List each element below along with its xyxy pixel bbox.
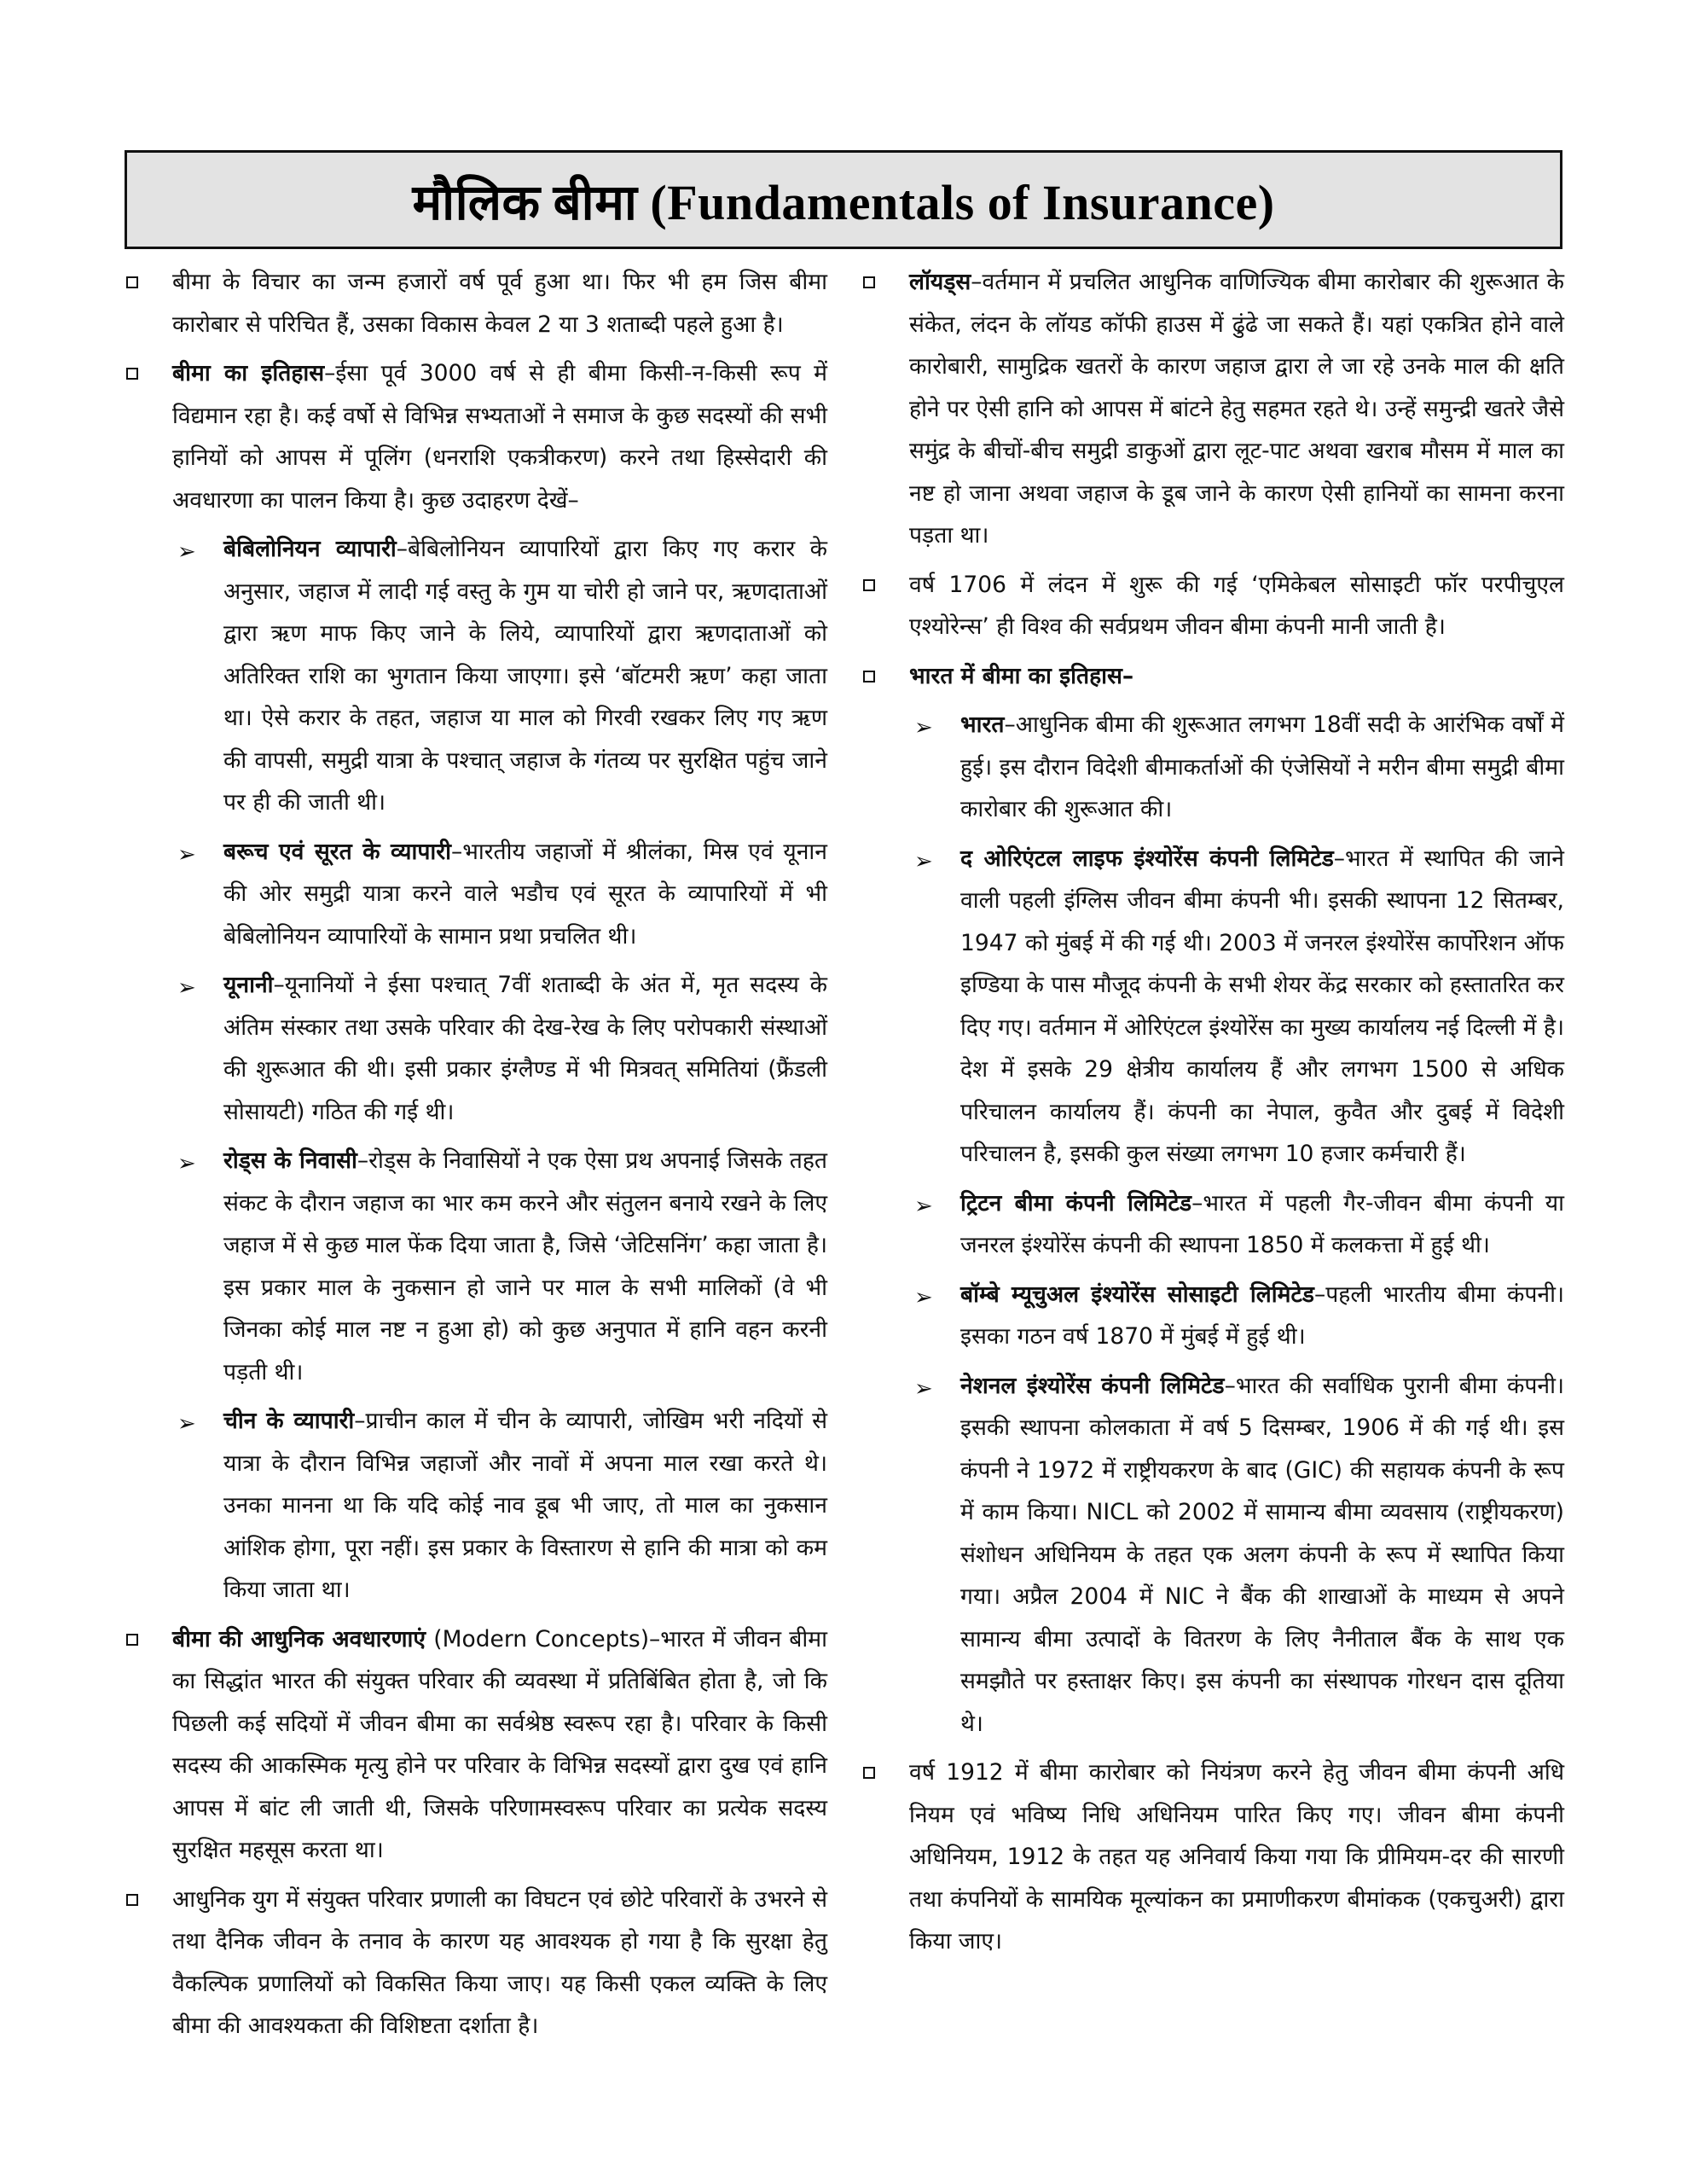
paragraph-heading: बीमा का इतिहास bbox=[172, 360, 325, 386]
paragraph-heading: लॉयड्स bbox=[909, 269, 971, 295]
list-item bbox=[858, 1751, 1564, 1963]
paragraph-heading: यूनानी bbox=[223, 972, 274, 998]
sub-list-item bbox=[121, 528, 827, 824]
arrow-bullet-icon: ➢ bbox=[914, 1284, 933, 1310]
paragraph-text bbox=[960, 1274, 1564, 1358]
sub-list-item bbox=[121, 964, 827, 1133]
paragraph-body: –भारत में पहली गैर-जीवन बीमा कंपनी या जनरल इंश्योरेंस कंपनी की स्थापना 1850 में कलकत्ता में हुई थी। bbox=[960, 1189, 1565, 1258]
paragraph-body: वर्ष 1706 में लंदन में शुरू की गई ‘एमिकेबल सोसाइटी फॉर परपीचुएल एश्योरेन्स’ ही विश्व की सर्वप्रथम जीवन बीमा कंपनी मानी जाती है। bbox=[909, 571, 1564, 640]
square-bullet-icon bbox=[863, 1767, 875, 1779]
paragraph-body: –बेबिलोनियन व्यापारियों द्वारा किए गए करार के अनुसार, जहाज में लादी गई वस्तु के गुम या चोरी हो जाने पर, ऋणदाताओं द्वारा ऋण माफ किए जाने के लिये, व्यापारियों द्वारा ऋणदाताओं को अतिरिक्त राशि का भुगतान किया जाएगा। इसे ‘बॉटमरी ऋण’ कहा जाता था। ऐसे करार के तहत, जहाज या माल को गिरवी रखकर लिए गए ऋण की वापसी, समुद्री यात्रा के पश्चात् जहाज के गंतव्य पर सुरक्षित पहुंच जाने पर ही की जाती थी। bbox=[223, 536, 827, 816]
list-item bbox=[858, 655, 1564, 698]
left-column bbox=[121, 261, 827, 2054]
square-bullet-icon bbox=[863, 276, 875, 288]
sub-list-item bbox=[858, 1182, 1564, 1267]
sub-list-item bbox=[858, 838, 1564, 1176]
sub-list-item bbox=[121, 1140, 827, 1393]
paragraph-heading: बेबिलोनियन व्यापारी bbox=[223, 536, 397, 562]
list-item bbox=[858, 564, 1564, 648]
paragraph-body: आधुनिक युग में संयुक्त परिवार प्रणाली का विघटन एवं छोटे परिवारों के उभरने से तथा दैनिक जीवन के तनाव के कारण यह आवश्यक हो गया है कि सुरक्षा हेतु वैकल्पिक प्रणालियों को विकसित किया जाए। यह किसी एकल व्यक्ति के लिए बीमा की आवश्यकता की विशिष्टता दर्शाता है। bbox=[172, 1885, 827, 2039]
arrow-bullet-icon: ➢ bbox=[914, 715, 933, 741]
arrow-bullet-icon: ➢ bbox=[177, 841, 196, 868]
paragraph-heading: भारत bbox=[960, 712, 1005, 738]
paragraph-heading: भारत में बीमा का इतिहास– bbox=[909, 662, 1134, 689]
sub-list-item bbox=[858, 704, 1564, 831]
paragraph-text bbox=[909, 1751, 1564, 1963]
paragraph-heading: चीन के व्यापारी bbox=[223, 1408, 355, 1434]
arrow-bullet-icon: ➢ bbox=[177, 975, 196, 1001]
sub-list-item bbox=[858, 1274, 1564, 1358]
paragraph-body: –भारत की सर्वाधिक पुरानी बीमा कंपनी। इसकी स्थापना कोलकाता में वर्ष 5 दिसम्बर, 1906 में की गई थी। इस कंपनी ने 1972 में राष्ट्रीयकरण के बाद (GIC) की सहायक कंपनी के रूप में काम किया। NICL को 2002 में सामान्य बीमा व्यवसाय (राष्ट्रीयकरण) संशोधन अधिनियम के तहत एक अलग कंपनी के रूप में स्थापित किया गया। अप्रैल 2004 में NIC ने बैंक की शाखाओं के माध्यम से अपने सामान्य बीमा उत्पादों के वितरण के लिए नैनीताल बैंक के साथ एक समझौते पर हस्ताक्षर किए। इस कंपनी का संस्थापक गोरधन दास दूतिया थे। bbox=[960, 1372, 1565, 1737]
paragraph-body: –प्राचीन काल में चीन के व्यापारी, जोखिम भरी नदियों से यात्रा के दौरान विभिन्न जहाजों और नावों में अपना माल रखा करते थे। उनका मानना था कि यदि कोई नाव डूब भी जाए, तो माल का नुकसान आंशिक होगा, पूरा नहीं। इस प्रकार के विस्तारण से हानि की मात्रा को कम किया जाता था। bbox=[223, 1408, 827, 1603]
paragraph-text bbox=[909, 564, 1564, 648]
list-item bbox=[121, 1879, 827, 2048]
paragraph-text bbox=[960, 1365, 1564, 1745]
arrow-bullet-icon: ➢ bbox=[914, 848, 933, 874]
paragraph-text bbox=[172, 1618, 827, 1872]
paragraph-body: (Modern Concepts)–भारत में जीवन बीमा का सिद्धांत भारत की संयुक्त परिवार की व्यवस्था में प्रतिबिंबित होता है, जो कि पिछली कई सदियों में जीवन बीमा का सर्वश्रेष्ठ स्वरूप रहा है। परिवार के किसी सदस्य की आकस्मिक मृत्यु होने पर परिवार के विभिन्न सदस्यों द्वारा दुख एवं हानि आपस में बांट ली जाती थी, जिसके परिणामस्वरूप परिवार का प्रत्येक सदस्य सुरक्षित महसूस करता था। bbox=[172, 1625, 828, 1863]
title-banner bbox=[125, 150, 1562, 249]
sub-list-item bbox=[121, 831, 827, 958]
sub-list-item bbox=[121, 1400, 827, 1612]
arrow-bullet-icon: ➢ bbox=[177, 1151, 196, 1176]
list-item bbox=[858, 261, 1564, 557]
list-item bbox=[121, 352, 827, 521]
paragraph-body: –भारतीय जहाजों में श्रीलंका, मिस्र एवं यूनान की ओर समुद्री यात्रा करने वाले भडौच एवं सूरत के व्यापारियों में भी बेबिलोनियन व्यापारियों के सामान प्रथा प्रचलित थी। bbox=[223, 838, 828, 950]
paragraph-heading: नेशनल इंश्योरेंस कंपनी लिमिटेड bbox=[960, 1372, 1225, 1399]
arrow-bullet-icon: ➢ bbox=[914, 1193, 933, 1219]
arrow-bullet-icon: ➢ bbox=[914, 1375, 933, 1402]
square-bullet-icon bbox=[126, 1894, 138, 1906]
arrow-bullet-icon: ➢ bbox=[177, 1411, 196, 1437]
paragraph-body: –भारत में स्थापित की जाने वाली पहली इंग्लिस जीवन बीमा कंपनी भी। इसकी स्थापना 12 सितम्बर, 1947 को मुंबई में की गई थी। 2003 में जनरल इंश्योरेंस कार्पोरेशन ऑफ इण्डिया के पास मौजूद कंपनी के सभी शेयर केंद्र सरकार को हस्तातरित कर दिए गए। वर्तमान में ओरिएंटल इंश्योरेंस का मुख्य कार्यालय नई दिल्ली में है। देश में इसके 29 क्षेत्रीय कार्यालय हैं और लगभग 1500 से अधिक परिचालन कार्यालय हैं। कंपनी का नेपाल, कुवैत और दुबई में विदेशी परिचालन है, इसकी कुल संख्या लगभग 10 हजार कर्मचारी हैं। bbox=[960, 845, 1564, 1167]
paragraph-text bbox=[172, 352, 827, 521]
paragraph-text bbox=[960, 1182, 1564, 1267]
paragraph-text bbox=[223, 1400, 827, 1612]
paragraph-body: –ईसा पूर्व 3000 वर्ष से ही बीमा किसी-न-किसी रूप में विद्यमान रहा है। कई वर्षो से विभिन्न सभ्यताओं ने समाज के कुछ सदस्यों की सभी हानियों को आपस में पूलिंग (धनराशि एकत्रीकरण) करने तथा हिस्सेदारी की अवधारणा का पालन किया है। कुछ उदाहरण देखें– bbox=[172, 360, 827, 514]
square-bullet-icon bbox=[126, 368, 138, 380]
paragraph-heading: बॉम्बे म्यूचुअल इंश्योरेंस सोसाइटी लिमिटेड bbox=[960, 1281, 1314, 1308]
paragraph-heading: रोड्स के निवासी bbox=[223, 1147, 357, 1174]
paragraph-body: –आधुनिक बीमा की शुरूआत लगभग 18वीं सदी के आरंभिक वर्षों में हुई। इस दौरान विदेशी बीमाकर्ताओं की एंजेसियों ने मरीन बीमा समुद्री बीमा कारोबार की शुरूआत की। bbox=[960, 712, 1564, 822]
paragraph-text bbox=[909, 261, 1564, 557]
arrow-bullet-icon: ➢ bbox=[177, 539, 196, 565]
page-title: मौलिक बीमा (Fundamentals of Insurance) bbox=[412, 174, 1275, 230]
paragraph-text bbox=[909, 655, 1564, 698]
paragraph-body: वर्ष 1912 में बीमा कारोबार को नियंत्रण करने हेतु जीवन बीमा कंपनी अधि नियम एवं भविष्य निधि अधिनियम पारित किए गए। जीवन बीमा कंपनी अधिनियम, 1912 के तहत यह अनिवार्य किया गया कि प्रीमियम-दर की सारणी तथा कंपनियों के सामयिक मूल्यांकन का प्रमाणीकरण बीमांकक (एकचुअरी) द्वारा किया जाए। bbox=[909, 1759, 1564, 1955]
paragraph-body: बीमा के विचार का जन्म हजारों वर्ष पूर्व हुआ था। फिर भी हम जिस बीमा कारोबार से परिचित हैं, उसका विकास केवल 2 या 3 शताब्दी पहले हुआ है। bbox=[172, 269, 827, 338]
paragraph-heading: ट्रिटन बीमा कंपनी लिमिटेड bbox=[960, 1189, 1192, 1217]
paragraph-body: –यूनानियों ने ईसा पश्चात् 7वीं शताब्दी के अंत में, मृत सदस्य के अंतिम संस्कार तथा उसके परिवार की देख-रेख के लिए परोपकारी संस्थाओं की शुरूआत की थी। इसी प्रकार इंग्लैण्ड में भी मित्रवत् समितियां (फ्रैंडली सोसायटी) गठित की गई थी। bbox=[223, 972, 827, 1125]
paragraph-text bbox=[223, 964, 827, 1133]
paragraph-text bbox=[223, 528, 827, 824]
paragraph-text bbox=[172, 261, 827, 346]
paragraph-body: –वर्तमान में प्रचलित आधुनिक वाणिज्यिक बीमा कारोबार की शुरूआत के संकेत, लंदन के लॉयड कॉफी हाउस में ढुंढे जा सकते हैं। यहां एकत्रित होने वाले कारोबारी, सामुद्रिक खतरों के कारण जहाज द्वारा ले जा रहे उनके माल की क्षति होने पर ऐसी हानि को आपस में बांटने हेतु सहमत रहते थे। उन्हें समुन्द्री खतरे जैसे समुंद्र के बीचों-बीच समुद्री डाकुओं द्वारा लूट-पाट अथवा खराब मौसम में माल का नष्ट हो जाना अथवा जहाज के डूब जाने के कारण ऐसी हानियों का सामना करना पड़ता था। bbox=[909, 269, 1564, 549]
square-bullet-icon bbox=[863, 671, 875, 682]
sub-list-item bbox=[858, 1365, 1564, 1745]
list-item bbox=[121, 261, 827, 346]
paragraph-body: –रोड्स के निवासियों ने एक ऐसा प्रथ अपनाई जिसके तहत संकट के दौरान जहाज का भार कम करने और संतुलन बनाये रखने के लिए जहाज में से कुछ माल फेंक दिया जाता है, जिसे ‘जेटिसनिंग’ कहा जाता है। इस प्रकार माल के नुकसान हो जाने पर माल के सभी मालिकों (वे भी जिनका कोई माल नष्ट न हुआ हो) को कुछ अनुपात में हानि वहन करनी पड़ती थी। bbox=[223, 1147, 828, 1385]
paragraph-text bbox=[960, 704, 1564, 831]
paragraph-heading: बरूच एवं सूरत के व्यापारी bbox=[223, 838, 451, 865]
paragraph-text bbox=[960, 838, 1564, 1176]
paragraph-text bbox=[223, 831, 827, 958]
paragraph-heading: द ओरिएंटल लाइफ इंश्योरेंस कंपनी लिमिटेड bbox=[960, 845, 1334, 872]
paragraph-text bbox=[223, 1140, 827, 1393]
square-bullet-icon bbox=[863, 579, 875, 591]
square-bullet-icon bbox=[126, 276, 138, 288]
paragraph-text bbox=[172, 1879, 827, 2048]
list-item bbox=[121, 1618, 827, 1872]
paragraph-heading: बीमा की आधुनिक अवधारणाएं bbox=[172, 1625, 426, 1653]
right-column bbox=[858, 261, 1564, 1970]
paragraph-body: –पहली भारतीय बीमा कंपनी। इसका गठन वर्ष 1870 में मुंबई में हुई थी। bbox=[960, 1281, 1564, 1350]
square-bullet-icon bbox=[126, 1634, 138, 1646]
